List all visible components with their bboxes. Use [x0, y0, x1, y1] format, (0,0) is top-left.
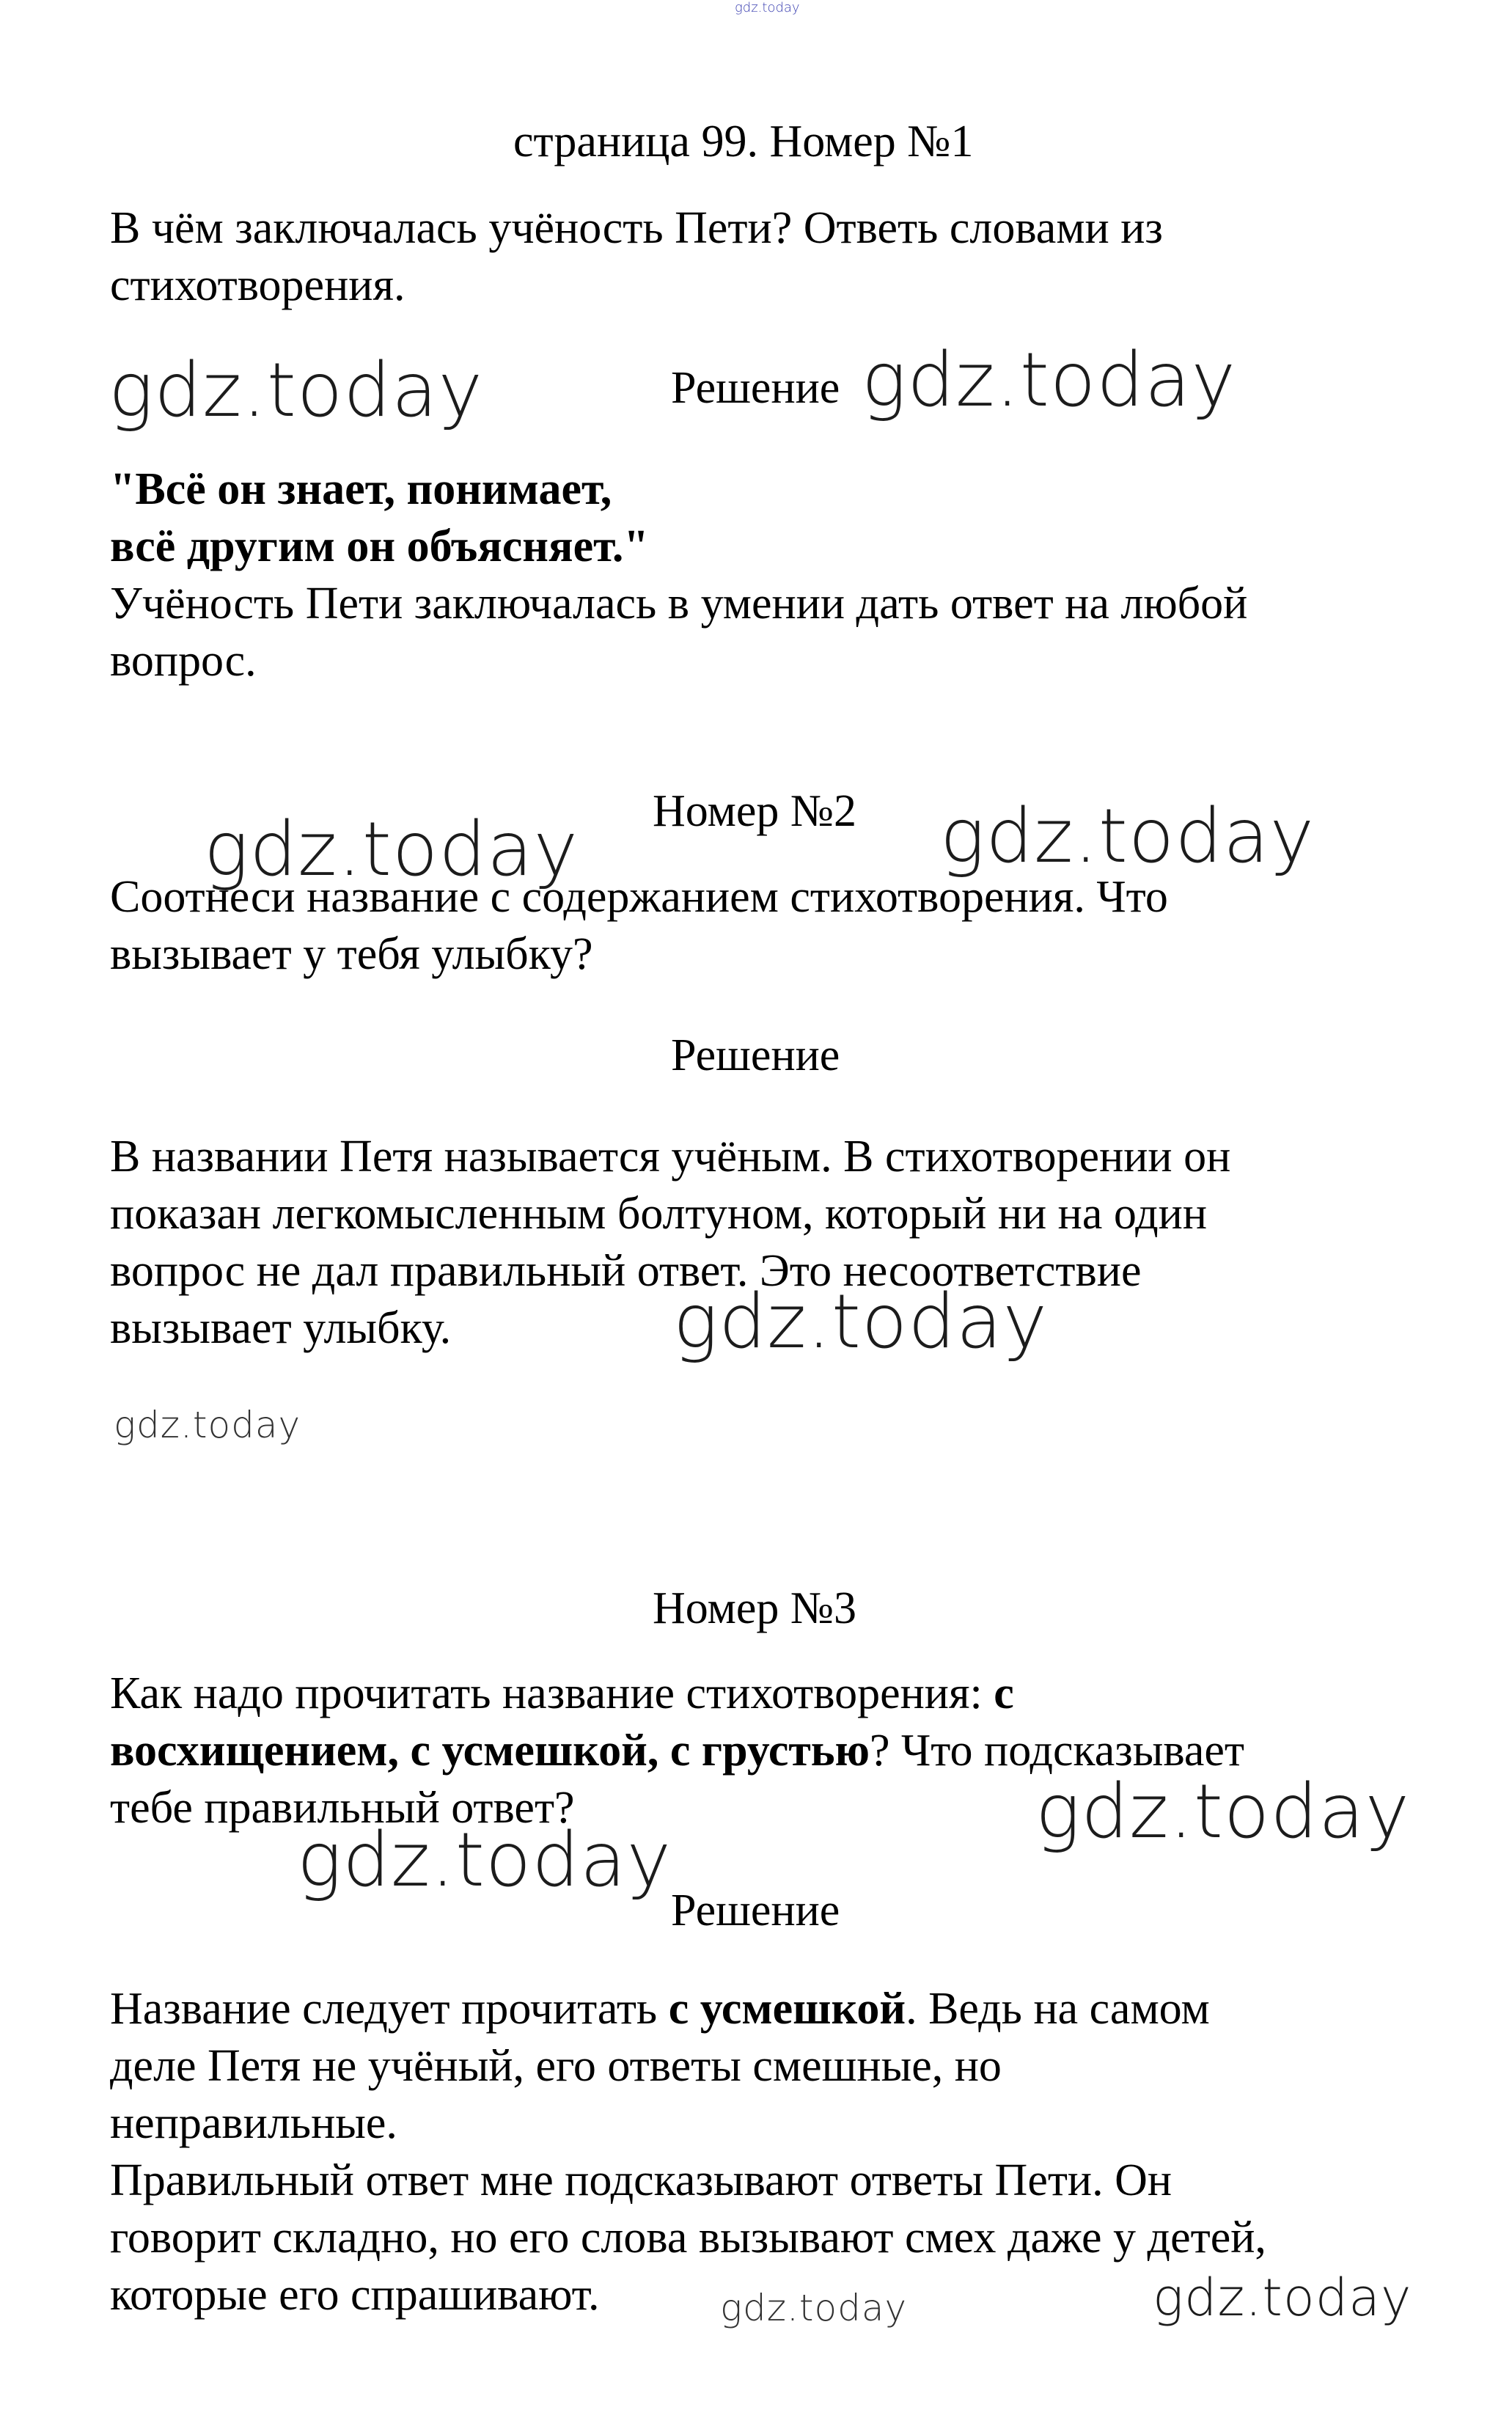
section1-answer — [110, 575, 1430, 689]
section3-heading: Номер №3 — [653, 1583, 857, 1633]
section2-question — [110, 868, 1430, 983]
section3-answer-line2: деле Петя не учёный, его ответы смешные, но — [110, 2041, 1002, 2091]
watermark: gdz.today — [114, 1404, 301, 1446]
watermark: gdz.today — [862, 337, 1236, 424]
section1-quote-line2: всё другим он объясняет." — [110, 521, 649, 571]
watermark-top: gdz.today — [735, 0, 800, 15]
watermark: gdz.today — [204, 806, 579, 893]
section2-question-line1: Соотнеси название с содержанием стихотворения. Что — [110, 872, 1168, 922]
section2-answer-line2: показан легкомысленным болтуном, который ни на один — [110, 1189, 1207, 1239]
section2-question-line2: вызывает у тебя улыбку? — [110, 929, 593, 979]
section3-question-line3: тебе правильный ответ? — [110, 1783, 575, 1833]
section1-heading: страница 99. Номер №1 — [513, 117, 974, 166]
watermark: gdz.today — [1035, 1768, 1410, 1855]
watermark: gdz.today — [940, 793, 1315, 880]
section3-answer-line4: Правильный ответ мне подсказывают ответы Пети. Он — [110, 2155, 1172, 2205]
section1-question-line1: В чём заключалась учёность Пети? Ответь словами из — [110, 203, 1163, 253]
section2-answer-line4: вызывает улыбку. — [110, 1303, 452, 1353]
section3-question-line1-text: Как надо прочитать название стихотворения: — [110, 1668, 994, 1718]
section1-question-line2: стихотворения. — [110, 260, 405, 310]
section1-solution-label: Решение — [671, 363, 840, 413]
section2-solution-label: Решение — [671, 1030, 840, 1080]
section3-answer-line1-rest: . Ведь на самом — [906, 1984, 1210, 2034]
section2-answer-line3: вопрос не дал правильный ответ. Это несоответствие — [110, 1246, 1142, 1296]
watermark: gdz.today — [297, 1817, 672, 1904]
section1-question — [110, 199, 1430, 314]
section3-answer-line1-text: Название следует прочитать — [110, 1984, 669, 2034]
section3-question-line2-bold: восхищением, с усмешкой, с грустью — [110, 1726, 870, 1776]
section2-answer-line1: В названии Петя называется учёным. В стихотворении он — [110, 1132, 1231, 1181]
watermark: gdz.today — [109, 347, 483, 434]
section1-quote — [110, 461, 1430, 575]
section3-solution-label: Решение — [671, 1886, 840, 1935]
section1-quote-line1: "Всё он знает, понимает, — [110, 464, 612, 514]
section3-answer-line5: говорит складно, но его слова вызывают смех даже у детей, — [110, 2213, 1266, 2263]
watermark: gdz.today — [1153, 2268, 1412, 2328]
watermark: gdz.today — [720, 2287, 908, 2329]
section3-question-line1-bold: с — [994, 1668, 1014, 1718]
section3-question-line2-text: ? Что подсказывает — [869, 1726, 1244, 1776]
section3-answer-line3: неправильные. — [110, 2098, 397, 2148]
section3-answer-line6: которые его спрашивают. — [110, 2270, 600, 2320]
section1-answer-line1: Учёность Пети заключалась в умении дать ответ на любой — [110, 579, 1248, 629]
section1-answer-line2: вопрос. — [110, 636, 257, 686]
section2-heading: Номер №2 — [653, 786, 857, 836]
section3-answer-line1-bold: с усмешкой — [668, 1984, 906, 2034]
watermark: gdz.today — [673, 1278, 1048, 1366]
